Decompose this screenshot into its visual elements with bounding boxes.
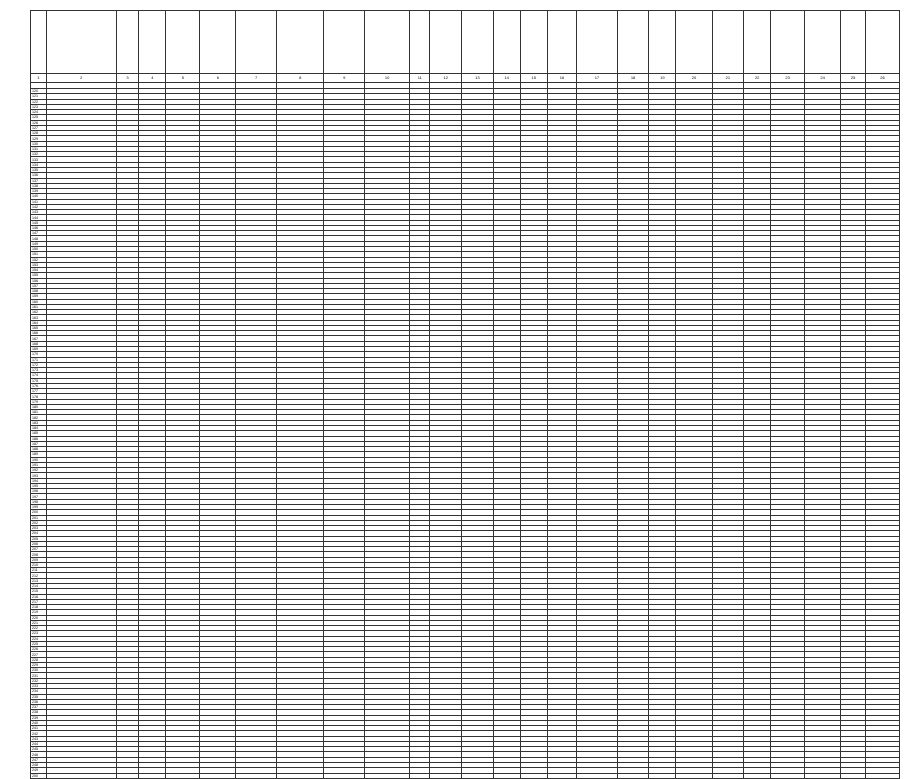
table-body [31, 89, 900, 779]
row-number: 209 [31, 557, 47, 562]
row-number: 242 [31, 731, 47, 736]
row-number: 123 [31, 104, 47, 109]
row-number: 180 [31, 404, 47, 409]
row-number: 186 [31, 436, 47, 441]
row-number: 241 [31, 726, 47, 731]
row-number: 158 [31, 289, 47, 294]
table-cell [841, 773, 866, 778]
row-number: 141 [31, 199, 47, 204]
column-number: 8 [276, 74, 323, 83]
row-number: 246 [31, 752, 47, 757]
row-number: 240 [31, 720, 47, 725]
row-number: 171 [31, 357, 47, 362]
row-number: 205 [31, 536, 47, 541]
row-number: 226 [31, 647, 47, 652]
column-number: 26 [865, 74, 899, 83]
row-number: 219 [31, 610, 47, 615]
row-number: 215 [31, 589, 47, 594]
row-number: 248 [31, 763, 47, 768]
row-number: 120 [31, 89, 47, 94]
row-number: 195 [31, 483, 47, 488]
column-header [712, 11, 744, 74]
row-number: 201 [31, 515, 47, 520]
row-number: 146 [31, 225, 47, 230]
row-number: 233 [31, 684, 47, 689]
table-cell [462, 773, 494, 778]
row-number: 162 [31, 310, 47, 315]
row-number: 168 [31, 341, 47, 346]
table-cell [116, 773, 139, 778]
column-number: 25 [841, 74, 866, 83]
row-number: 245 [31, 747, 47, 752]
row-number: 191 [31, 462, 47, 467]
table-cell [139, 773, 166, 778]
row-number: 221 [31, 620, 47, 625]
row-number: 218 [31, 605, 47, 610]
row-number: 126 [31, 120, 47, 125]
column-number: 24 [805, 74, 841, 83]
row-number: 223 [31, 631, 47, 636]
row-number: 228 [31, 657, 47, 662]
row-number: 206 [31, 541, 47, 546]
table-cell [493, 773, 520, 778]
row-number: 172 [31, 362, 47, 367]
row-number: 187 [31, 441, 47, 446]
row-number: 147 [31, 231, 47, 236]
row-number: 125 [31, 115, 47, 120]
row-number: 175 [31, 378, 47, 383]
row-number: 163 [31, 315, 47, 320]
row-number: 197 [31, 494, 47, 499]
row-number: 213 [31, 578, 47, 583]
column-number: 2 [46, 74, 116, 83]
row-number: 161 [31, 304, 47, 309]
column-number: 3 [116, 74, 139, 83]
column-number: 22 [744, 74, 771, 83]
table-cell [865, 773, 899, 778]
row-number: 239 [31, 715, 47, 720]
row-number: 179 [31, 399, 47, 404]
row-number: 152 [31, 257, 47, 262]
column-number: 15 [520, 74, 547, 83]
row-number: 149 [31, 241, 47, 246]
column-header [166, 11, 200, 74]
table-cell [712, 773, 744, 778]
table-cell [46, 773, 116, 778]
row-number: 208 [31, 552, 47, 557]
column-header [410, 11, 430, 74]
row-number: 235 [31, 694, 47, 699]
row-number: 124 [31, 110, 47, 115]
column-header [676, 11, 712, 74]
column-header [236, 11, 277, 74]
row-number: 212 [31, 573, 47, 578]
column-number: 7 [236, 74, 277, 83]
row-number: 202 [31, 520, 47, 525]
table-cell [676, 773, 712, 778]
table-cell [771, 773, 805, 778]
column-number: 12 [430, 74, 462, 83]
column-header [276, 11, 323, 74]
row-number: 138 [31, 183, 47, 188]
row-number: 217 [31, 599, 47, 604]
column-header [841, 11, 866, 74]
column-number: 16 [547, 74, 576, 83]
row-number: 169 [31, 347, 47, 352]
row-number: 144 [31, 215, 47, 220]
column-header [865, 11, 899, 74]
column-number: 21 [712, 74, 744, 83]
column-header [200, 11, 236, 74]
table-cell [324, 773, 365, 778]
column-header [771, 11, 805, 74]
row-number: 214 [31, 583, 47, 588]
column-number: 23 [771, 74, 805, 83]
header-row [31, 11, 900, 74]
row-number: 167 [31, 336, 47, 341]
row-number: 190 [31, 457, 47, 462]
column-header [139, 11, 166, 74]
column-header [805, 11, 841, 74]
row-number: 224 [31, 636, 47, 641]
row-number: 250 [31, 773, 47, 778]
row-number: 157 [31, 283, 47, 288]
row-number: 151 [31, 252, 47, 257]
column-number-row [31, 74, 900, 83]
row-number: 237 [31, 705, 47, 710]
table-cell [649, 773, 676, 778]
column-number: 6 [200, 74, 236, 83]
row-number: 153 [31, 262, 47, 267]
column-number: 1 [31, 74, 47, 83]
row-number: 196 [31, 489, 47, 494]
row-number: 211 [31, 568, 47, 573]
row-number: 232 [31, 678, 47, 683]
row-number: 222 [31, 626, 47, 631]
column-header [493, 11, 520, 74]
row-number: 178 [31, 394, 47, 399]
column-number: 11 [410, 74, 430, 83]
row-number: 189 [31, 452, 47, 457]
column-number: 4 [139, 74, 166, 83]
column-number: 18 [617, 74, 649, 83]
row-number: 137 [31, 178, 47, 183]
row-number: 230 [31, 668, 47, 673]
row-number: 231 [31, 673, 47, 678]
table-cell [430, 773, 462, 778]
row-number: 135 [31, 167, 47, 172]
row-number: 192 [31, 468, 47, 473]
row-number: 220 [31, 615, 47, 620]
row-number: 236 [31, 699, 47, 704]
column-header [462, 11, 494, 74]
table-cell [200, 773, 236, 778]
row-number: 136 [31, 173, 47, 178]
row-number: 193 [31, 473, 47, 478]
row-number: 200 [31, 510, 47, 515]
row-number: 185 [31, 431, 47, 436]
column-number: 14 [493, 74, 520, 83]
table-cell [276, 773, 323, 778]
row-number: 177 [31, 389, 47, 394]
row-number: 225 [31, 641, 47, 646]
row-number: 203 [31, 526, 47, 531]
table-cell [547, 773, 576, 778]
row-number: 121 [31, 94, 47, 99]
row-number: 199 [31, 504, 47, 509]
row-number: 227 [31, 652, 47, 657]
row-number: 173 [31, 368, 47, 373]
row-number: 204 [31, 531, 47, 536]
row-number: 249 [31, 768, 47, 773]
row-number: 148 [31, 236, 47, 241]
column-number: 9 [324, 74, 365, 83]
column-number: 13 [462, 74, 494, 83]
row-number: 234 [31, 689, 47, 694]
table-row [31, 773, 900, 778]
row-number: 131 [31, 146, 47, 151]
row-number: 132 [31, 152, 47, 157]
row-number: 184 [31, 426, 47, 431]
row-number: 198 [31, 499, 47, 504]
row-number: 128 [31, 131, 47, 136]
table-cell [166, 773, 200, 778]
column-header [365, 11, 410, 74]
row-number: 145 [31, 220, 47, 225]
row-number: 176 [31, 383, 47, 388]
row-number: 207 [31, 547, 47, 552]
row-number: 182 [31, 415, 47, 420]
column-number: 20 [676, 74, 712, 83]
row-number: 229 [31, 662, 47, 667]
row-number: 142 [31, 204, 47, 209]
column-header [577, 11, 618, 74]
table-cell [236, 773, 277, 778]
column-header [31, 11, 47, 74]
table-cell [410, 773, 430, 778]
row-number: 183 [31, 420, 47, 425]
row-number: 247 [31, 757, 47, 762]
column-header [547, 11, 576, 74]
table-cell [617, 773, 649, 778]
row-number: 160 [31, 299, 47, 304]
row-number: 170 [31, 352, 47, 357]
row-number: 127 [31, 125, 47, 130]
row-number: 133 [31, 157, 47, 162]
row-number: 140 [31, 194, 47, 199]
table-cell [520, 773, 547, 778]
column-number: 10 [365, 74, 410, 83]
row-number: 165 [31, 325, 47, 330]
column-number: 19 [649, 74, 676, 83]
row-number: 155 [31, 273, 47, 278]
row-number: 181 [31, 410, 47, 415]
row-number: 134 [31, 162, 47, 167]
row-number: 159 [31, 294, 47, 299]
row-number: 154 [31, 268, 47, 273]
row-number: 156 [31, 278, 47, 283]
row-number: 150 [31, 246, 47, 251]
column-header [520, 11, 547, 74]
row-number: 122 [31, 99, 47, 104]
row-number: 174 [31, 373, 47, 378]
column-header [324, 11, 365, 74]
row-number: 238 [31, 710, 47, 715]
column-header [649, 11, 676, 74]
row-number: 166 [31, 331, 47, 336]
row-number: 194 [31, 478, 47, 483]
column-header [430, 11, 462, 74]
column-header [116, 11, 139, 74]
row-number: 216 [31, 594, 47, 599]
data-table [30, 10, 900, 779]
table-cell [365, 773, 410, 778]
row-number: 129 [31, 136, 47, 141]
column-number: 5 [166, 74, 200, 83]
row-number: 139 [31, 189, 47, 194]
row-number: 210 [31, 562, 47, 567]
column-header [744, 11, 771, 74]
row-number: 243 [31, 736, 47, 741]
table-cell [577, 773, 618, 778]
row-number: 143 [31, 210, 47, 215]
table-cell [805, 773, 841, 778]
table-cell [744, 773, 771, 778]
column-header [617, 11, 649, 74]
row-number: 130 [31, 141, 47, 146]
column-number: 17 [577, 74, 618, 83]
row-number: 188 [31, 447, 47, 452]
row-number: 164 [31, 320, 47, 325]
column-header [46, 11, 116, 74]
row-number: 244 [31, 741, 47, 746]
